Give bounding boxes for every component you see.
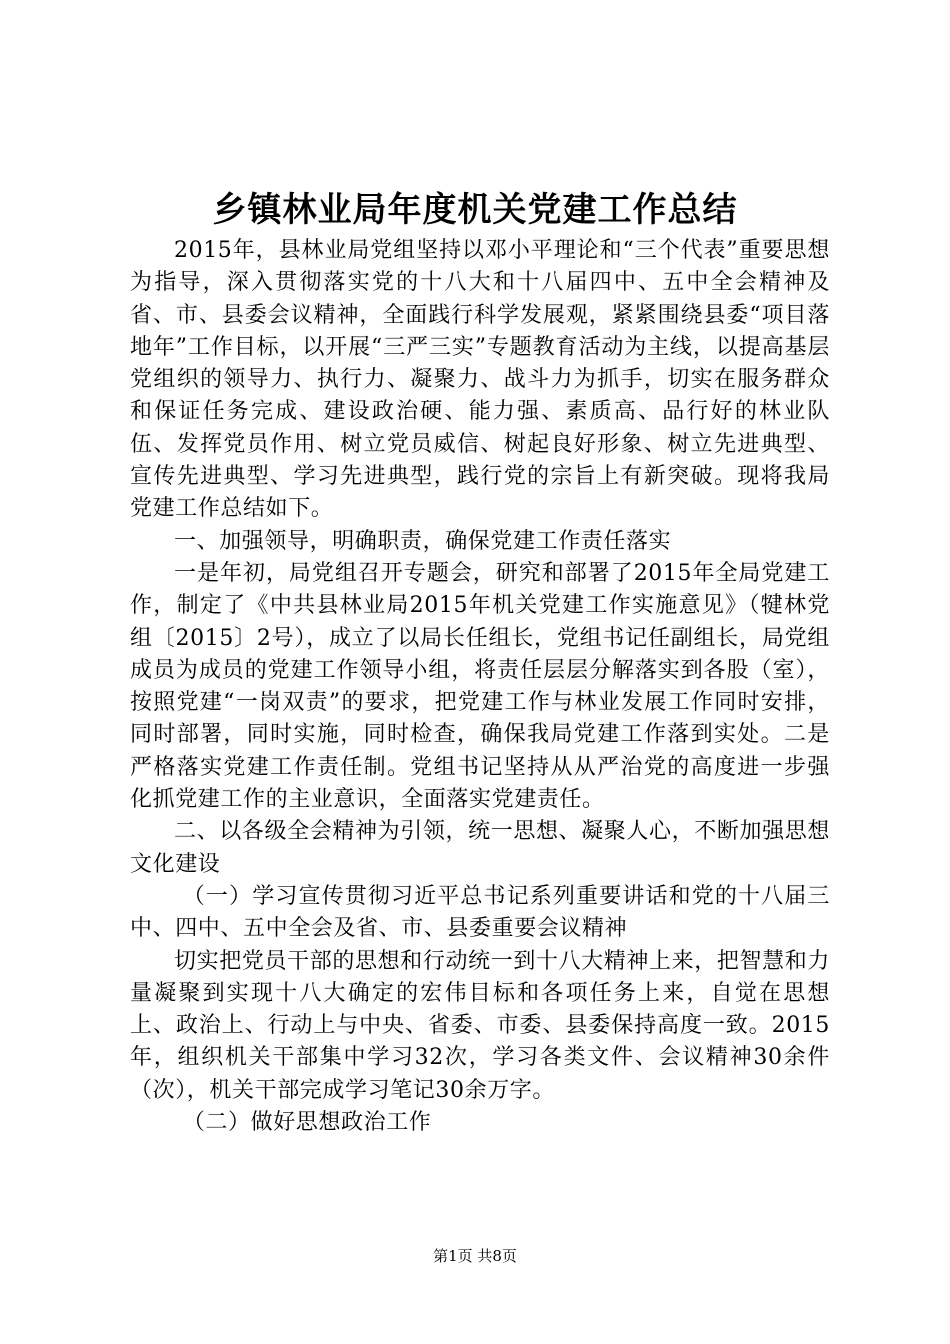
page-number-footer: 第1页 共8页 — [433, 1247, 517, 1265]
subsection-heading-1: （一）学习宣传贯彻习近平总书记系列重要讲话和党的十八届三中、四中、五中全会及省、市、县委重要会议精神 — [130, 883, 830, 942]
section-1-paragraph: 一是年初，局党组召开专题会，研究和部署了2015年全局党建工作，制定了《中共县林业局2015年机关党建工作实施意见》（犍林党组〔2015〕2号），成立了以局长任组长，党组书记任副组长，局党组成员为成员的党建工作领导小组，将责任层层分解落实到各股（室），按照党建“一岗双责”的要求，把党建工作与林业发展工作同时安排，同时部署，同时实施，同时检查，确保我局党建工作落到实处。二是严格落实党建工作责任制。党组书记坚持从从严治党的高度进一步强化抓党建工作的主业意识，全面落实党建责任。 — [130, 560, 830, 813]
section-heading-1: 一、加强领导，明确职责，确保党建工作责任落实 — [174, 528, 672, 554]
section-heading-2: 二、以各级全会精神为引领，统一思想、凝聚人心，不断加强思想文化建设 — [130, 819, 830, 877]
document-title: 乡镇林业局年度机关党建工作总结 — [212, 190, 738, 230]
intro-paragraph: 2015年，县林业局党组坚持以邓小平理论和“三个代表”重要思想为指导，深入贯彻落实党的十八大和十八届四中、五中全会精神及省、市、县委会议精神，全面践行科学发展观，紧紧围绕县委“项目落地年”工作目标，以开展“三严三实”专题教育活动为主线，以提高基层党组织的领导力、执行力、凝聚力、战斗力为抓手，切实在服务群众和保证任务完成、建设政治硬、能力强、素质高、品行好的林业队伍、发挥党员作用、树立党员威信、树起良好形象、树立先进典型、宣传先进典型、学习先进典型，践行党的宗旨上有新突破。现将我局党建工作总结如下。 — [130, 238, 830, 522]
subsection-heading-2: （二）做好思想政治工作 — [182, 1110, 432, 1136]
subsection-1-paragraph: 切实把党员干部的思想和行动统一到十八大精神上来，把智慧和力量凝聚到实现十八大确定的宏伟目标和各项任务上来，自觉在思想上、政治上、行动上与中央、省委、市委、县委保持高度一致。2015年，组织机关干部集中学习32次，学习各类文件、会议精神30余件（次），机关干部完成学习笔记30余万字。 — [130, 948, 830, 1103]
document-body — [130, 235, 830, 1139]
